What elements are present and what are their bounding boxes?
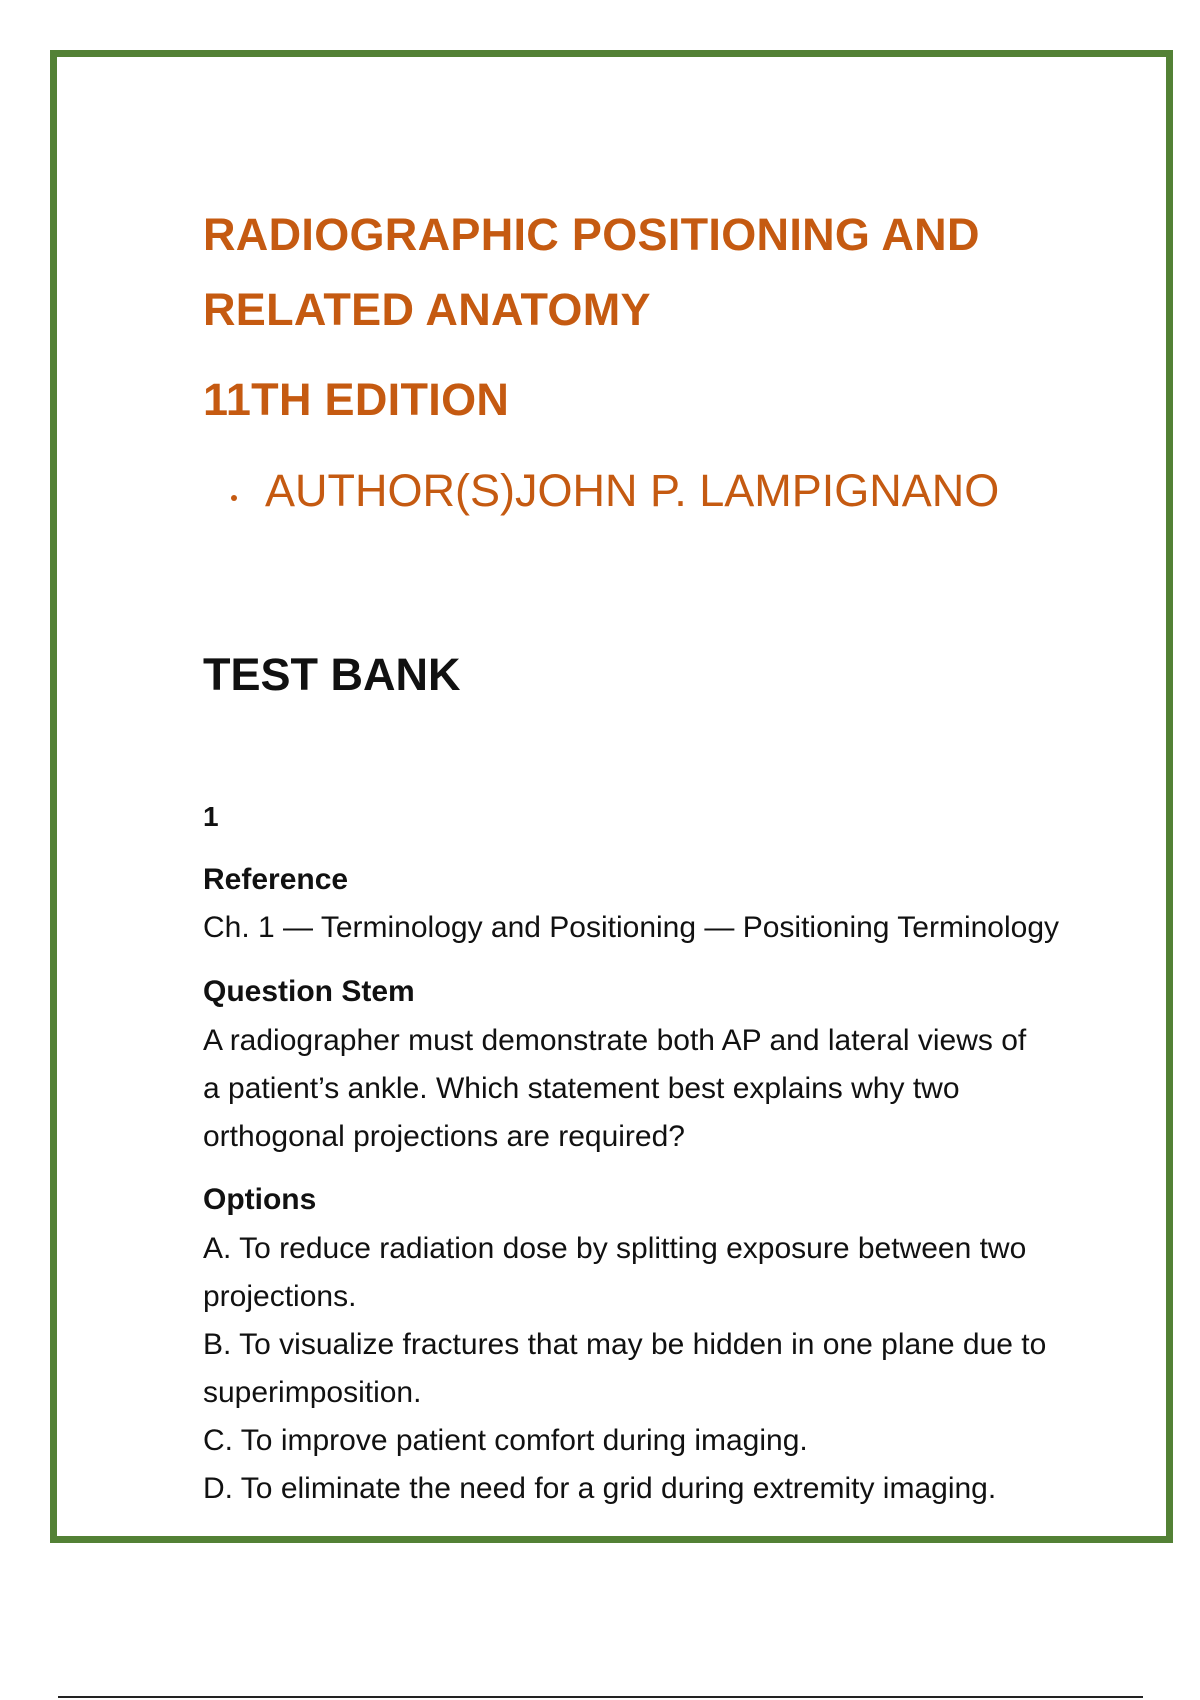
option-c-line: C. To improve patient comfort during imaging. xyxy=(203,1424,808,1457)
author-text: AUTHOR(S)JOHN P. LAMPIGNANO xyxy=(265,465,1000,516)
option-b-line: B. To visualize fractures that may be hidden in one plane due to xyxy=(203,1328,1047,1361)
bullet-icon xyxy=(231,495,237,501)
reference-label: Reference xyxy=(203,863,349,896)
option-b-line: superimposition. xyxy=(203,1376,422,1409)
stem-line: A radiographer must demonstrate both AP and lateral views of xyxy=(203,1024,1027,1057)
stem-line: orthogonal projections are required? xyxy=(203,1120,685,1153)
page-border-frame xyxy=(50,50,1173,1543)
stem-line: a patient’s ankle. Which statement best explains why two xyxy=(203,1072,960,1105)
reference-text: Ch. 1 — Terminology and Positioning — Positioning Terminology xyxy=(203,911,1060,944)
options-list xyxy=(203,1225,1046,1513)
author-line xyxy=(231,465,999,517)
option-a-line: A. To reduce radiation dose by splitting exposure between two xyxy=(203,1232,1027,1265)
option-a-line: projections. xyxy=(203,1280,357,1313)
question-number: 1 xyxy=(203,801,219,832)
question-stem-label: Question Stem xyxy=(203,975,415,1008)
options-label: Options xyxy=(203,1183,317,1216)
section-heading: TEST BANK xyxy=(203,649,461,700)
edition-label: 11TH EDITION xyxy=(203,374,510,425)
question-stem-text xyxy=(203,1017,1026,1161)
bottom-rule-divider xyxy=(58,1696,1143,1698)
option-d-line: D. To eliminate the need for a grid during extremity imaging. xyxy=(203,1472,997,1505)
book-title-line-2: RELATED ANATOMY xyxy=(203,284,651,335)
book-title-line-1: RADIOGRAPHIC POSITIONING AND xyxy=(203,209,980,260)
